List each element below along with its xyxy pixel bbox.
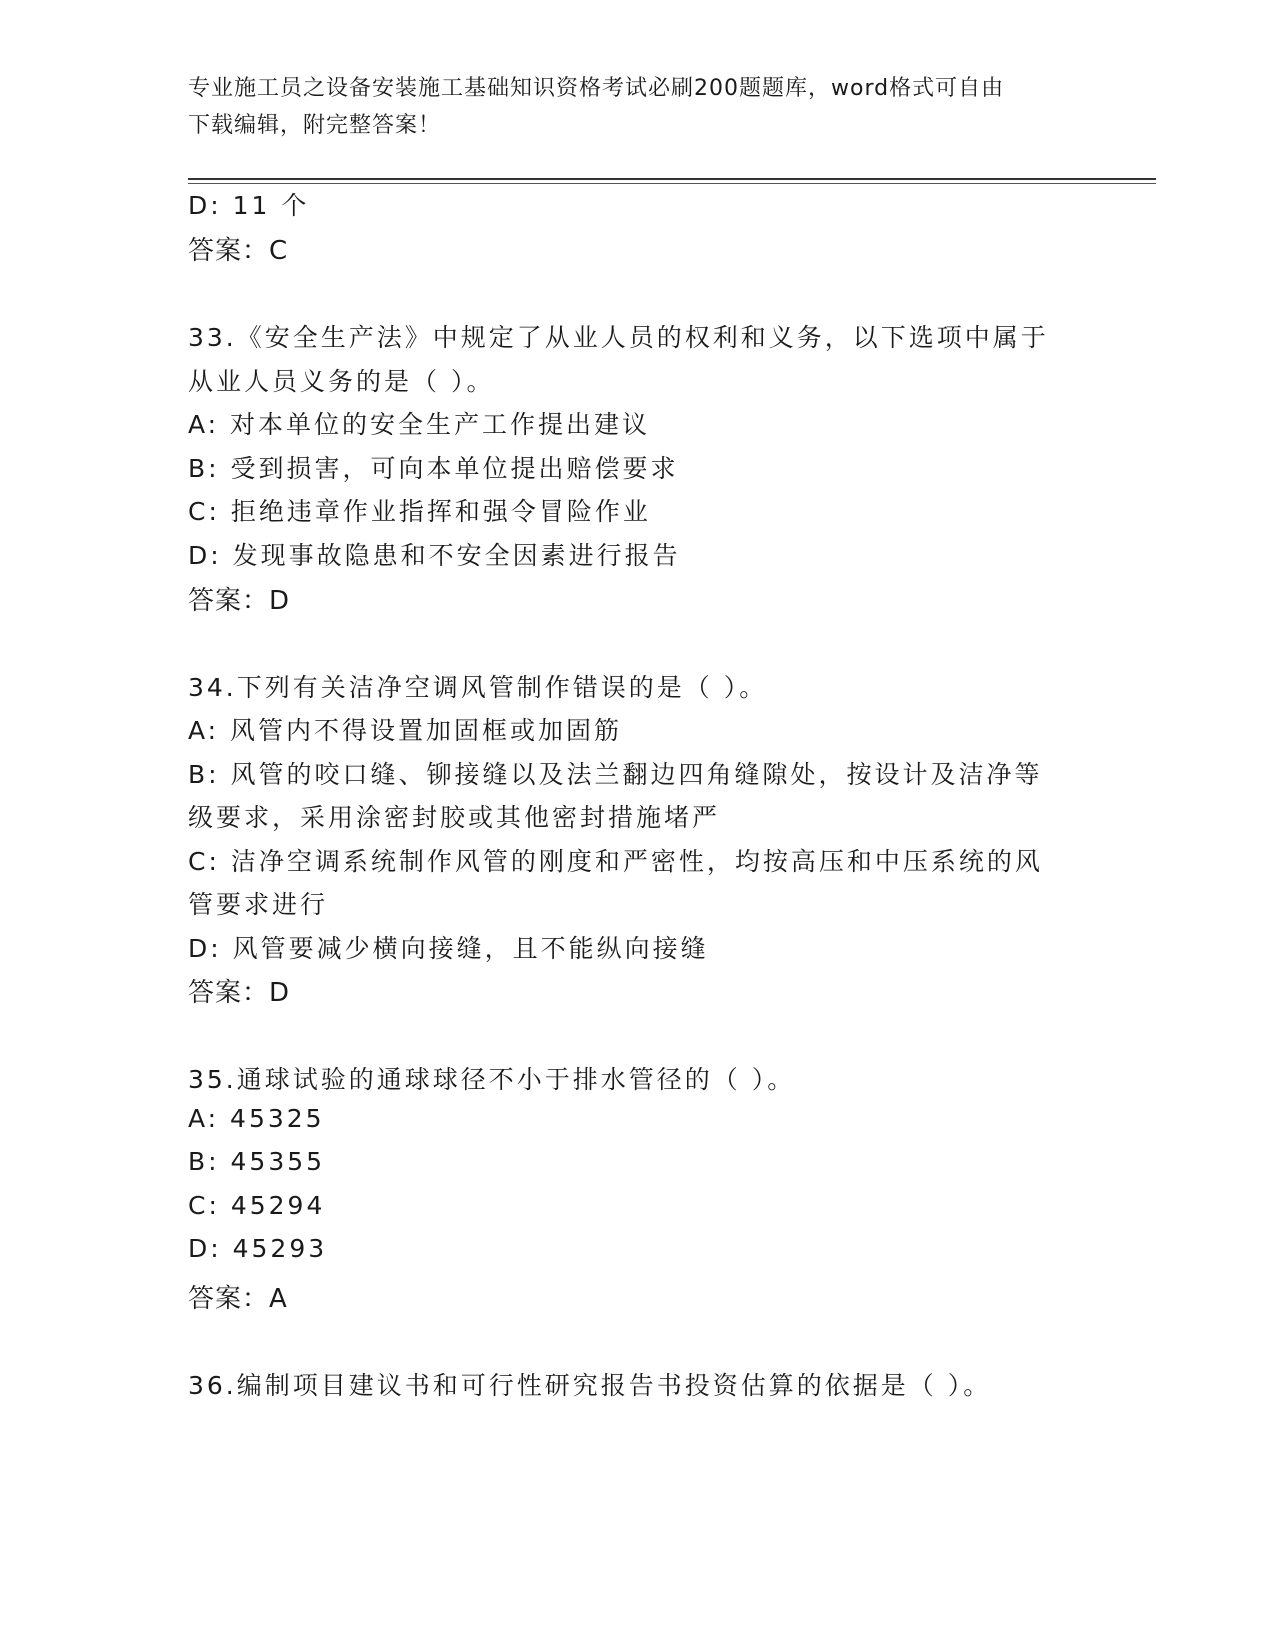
q34-option-c-line1: C: 洁净空调系统制作风管的刚度和严密性，均按高压和中压系统的风 <box>188 847 1043 876</box>
q34-stem: 34.下列有关洁净空调风管制作错误的是（ ）。 <box>188 673 768 702</box>
q33-stem-line1: 33.《安全生产法》中规定了从业人员的权利和义务，以下选项中属于 <box>188 323 1049 352</box>
header-line-2: 下载编辑，附完整答案！ <box>188 113 442 138</box>
page-header <box>188 70 1088 144</box>
q35-option-b: B: 45355 <box>188 1147 326 1176</box>
q33-option-a: A: 对本单位的安全生产工作提出建议 <box>188 410 651 439</box>
header-divider-thin <box>188 183 1156 184</box>
q33-stem-line2: 从业人员义务的是（ ）。 <box>188 367 495 396</box>
q36-stem: 36.编制项目建议书和可行性研究报告书投资估算的依据是（ ）。 <box>188 1371 992 1400</box>
q35-option-d: D: 45293 <box>188 1234 328 1263</box>
q33-answer: 答案：D <box>188 586 291 616</box>
header-divider-thick <box>188 178 1156 180</box>
q34-option-a: A: 风管内不得设置加固框或加固筋 <box>188 716 623 745</box>
q34-answer: 答案：D <box>188 978 291 1008</box>
q33-option-c: C: 拒绝违章作业指挥和强令冒险作业 <box>188 497 651 526</box>
q33-option-d: D: 发现事故隐患和不安全因素进行报告 <box>188 541 681 570</box>
prev-answer: 答案：C <box>188 236 289 266</box>
q33-option-b: B: 受到损害，可向本单位提出赔偿要求 <box>188 454 679 483</box>
q35-stem: 35.通球试验的通球球径不小于排水管径的（ ）。 <box>188 1065 796 1094</box>
q35-option-c: C: 45294 <box>188 1191 326 1220</box>
prev-option-d: D: 11 个 <box>188 191 310 220</box>
q34-option-c-line2: 管要求进行 <box>188 890 329 919</box>
q35-answer: 答案：A <box>188 1284 288 1314</box>
q35-option-a: A: 45325 <box>188 1104 325 1133</box>
q34-option-b-line1: B: 风管的咬口缝、铆接缝以及法兰翻边四角缝隙处，按设计及洁净等 <box>188 760 1043 789</box>
header-line-1: 专业施工员之设备安装施工基础知识资格考试必刷200题题库，word格式可自由 <box>188 76 1005 101</box>
q34-option-b-line2: 级要求，采用涂密封胶或其他密封措施堵严 <box>188 803 721 832</box>
q34-option-d: D: 风管要减少横向接缝，且不能纵向接缝 <box>188 934 709 963</box>
